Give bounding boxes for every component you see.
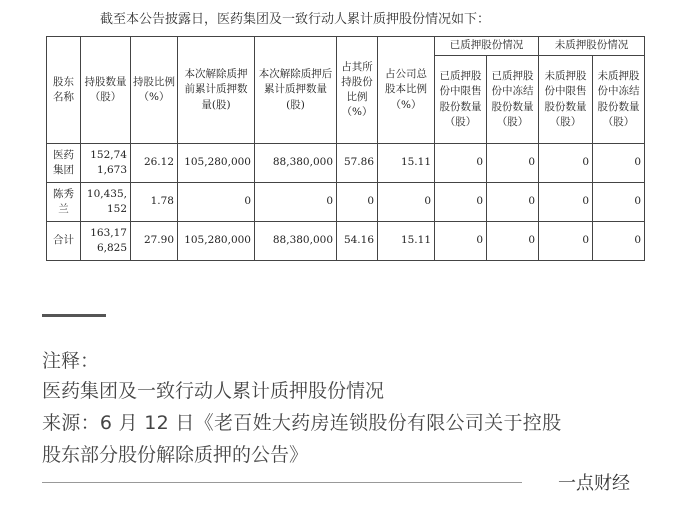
cell-before: 0: [178, 183, 255, 222]
header-unpledged-frozen: 未质押股份中冻结股份数量（股）: [593, 56, 645, 144]
cell-total-ratio: 15.11: [378, 144, 435, 183]
cell-after: 88,380,000: [255, 144, 337, 183]
cell-total-ratio: 0: [378, 183, 435, 222]
note-source: 来源：6 月 12 日《老百姓大药房连锁股份有限公司关于控股: [42, 412, 562, 434]
cell-own-ratio: 54.16: [337, 222, 378, 261]
cell-shares: 152,741,673: [81, 144, 131, 183]
cell-ratio: 26.12: [131, 144, 178, 183]
cell-before: 105,280,000: [178, 222, 255, 261]
cell-after: 88,380,000: [255, 222, 337, 261]
header-ratio: 持股比例（%）: [131, 37, 178, 144]
pledge-table: [46, 36, 645, 261]
header-own-ratio: 占其所持股份比例（%）: [337, 37, 378, 144]
cell-pledged-restricted: 0: [435, 144, 487, 183]
cell-holder: 医药集团: [47, 144, 81, 183]
cell-holder: 合计: [47, 222, 81, 261]
cell-unpledged-frozen: 0: [593, 183, 645, 222]
cell-own-ratio: 57.86: [337, 144, 378, 183]
header-group-unpledged: 未质押股份情况: [539, 37, 645, 56]
cell-pledged-restricted: 0: [435, 183, 487, 222]
cell-unpledged-restricted: 0: [539, 183, 593, 222]
cell-unpledged-restricted: 0: [539, 222, 593, 261]
bottom-divider: [42, 482, 522, 483]
header-pledged-frozen: 已质押股份中冻结股份数量（股）: [487, 56, 539, 144]
cell-shares: 10,435,152: [81, 183, 131, 222]
cell-pledged-restricted: 0: [435, 222, 487, 261]
cell-unpledged-frozen: 0: [593, 144, 645, 183]
section-divider: [42, 314, 106, 317]
cell-holder: 陈秀兰: [47, 183, 81, 222]
cell-after: 0: [255, 183, 337, 222]
cell-pledged-frozen: 0: [487, 222, 539, 261]
cell-shares: 163,176,825: [81, 222, 131, 261]
cell-pledged-frozen: 0: [487, 144, 539, 183]
header-before: 本次解除质押前累计质押数量(股): [178, 37, 255, 144]
cell-unpledged-restricted: 0: [539, 144, 593, 183]
table-row: [47, 222, 645, 261]
note-caption: 医药集团及一致行动人累计质押股份情况: [42, 380, 385, 402]
header-shares: 持股数量（股）: [81, 37, 131, 144]
cell-unpledged-frozen: 0: [593, 222, 645, 261]
note-source-cont: 股东部分股份解除质押的公告》: [42, 444, 309, 466]
header-total-ratio: 占公司总股本比例（%）: [378, 37, 435, 144]
cell-own-ratio: 0: [337, 183, 378, 222]
cell-pledged-frozen: 0: [487, 183, 539, 222]
table-row: [47, 183, 645, 222]
header-unpledged-restricted: 未质押股份中限售股份数量（股）: [539, 56, 593, 144]
header-after: 本次解除质押后累计质押数量(股): [255, 37, 337, 144]
cell-total-ratio: 15.11: [378, 222, 435, 261]
note-heading: 注释：: [42, 350, 100, 372]
cell-ratio: 27.90: [131, 222, 178, 261]
table-row: [47, 144, 645, 183]
header-pledged-restricted: 已质押股份中限售股份数量（股）: [435, 56, 487, 144]
intro-text: 截至本公告披露日，医药集团及一致行动人累计质押股份情况如下：: [100, 12, 491, 27]
cell-ratio: 1.78: [131, 183, 178, 222]
brand-label: 一点财经: [558, 473, 630, 494]
cell-before: 105,280,000: [178, 144, 255, 183]
header-holder: 股东名称: [47, 37, 81, 144]
header-group-pledged: 已质押股份情况: [435, 37, 539, 56]
